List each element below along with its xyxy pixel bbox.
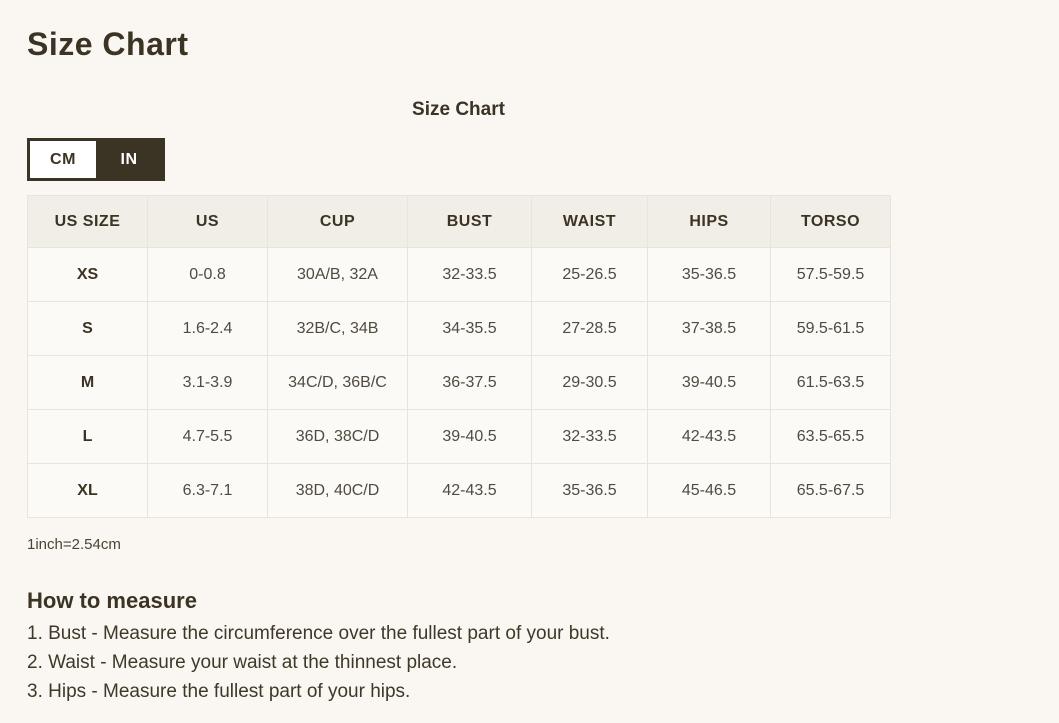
page-title: Size Chart — [27, 26, 189, 62]
row-size-label: XS — [28, 248, 148, 302]
table-cell: 25-26.5 — [532, 248, 648, 302]
size-table-body — [28, 248, 891, 518]
table-cell: 57.5-59.5 — [771, 248, 891, 302]
column-header: BUST — [408, 196, 532, 248]
size-table-header-row — [28, 196, 891, 248]
table-cell: 34C/D, 36B/C — [268, 356, 408, 410]
table-cell: 4.7-5.5 — [148, 410, 268, 464]
table-cell: 61.5-63.5 — [771, 356, 891, 410]
table-cell: 6.3-7.1 — [148, 464, 268, 518]
table-row — [28, 464, 891, 518]
column-header: US SIZE — [28, 196, 148, 248]
column-header: HIPS — [648, 196, 771, 248]
table-cell: 36-37.5 — [408, 356, 532, 410]
table-row — [28, 356, 891, 410]
table-cell: 42-43.5 — [408, 464, 532, 518]
measure-instruction: 3. Hips - Measure the fullest part of your hips. — [27, 681, 411, 702]
table-row — [28, 410, 891, 464]
table-cell: 45-46.5 — [648, 464, 771, 518]
unit-toggle-in-button[interactable]: IN — [96, 141, 162, 178]
column-header: US — [148, 196, 268, 248]
size-chart-content — [27, 99, 890, 553]
size-table — [27, 195, 891, 518]
table-cell: 35-36.5 — [648, 248, 771, 302]
table-cell: 35-36.5 — [532, 464, 648, 518]
row-size-label: M — [28, 356, 148, 410]
unit-conversion-note: 1inch=2.54cm — [27, 536, 121, 553]
unit-toggle-cm-button[interactable]: CM — [30, 141, 96, 178]
table-cell: 38D, 40C/D — [268, 464, 408, 518]
row-size-label: XL — [28, 464, 148, 518]
table-cell: 39-40.5 — [648, 356, 771, 410]
table-cell: 63.5-65.5 — [771, 410, 891, 464]
table-cell: 34-35.5 — [408, 302, 532, 356]
table-cell: 1.6-2.4 — [148, 302, 268, 356]
table-cell: 29-30.5 — [532, 356, 648, 410]
column-header: TORSO — [771, 196, 891, 248]
table-cell: 32-33.5 — [408, 248, 532, 302]
measure-instruction: 1. Bust - Measure the circumference over the fullest part of your bust. — [27, 623, 610, 644]
table-cell: 37-38.5 — [648, 302, 771, 356]
how-to-measure-list — [27, 619, 1059, 706]
measure-instruction: 2. Waist - Measure your waist at the thinnest place. — [27, 652, 458, 673]
row-size-label: L — [28, 410, 148, 464]
table-cell: 42-43.5 — [648, 410, 771, 464]
how-to-measure-heading: How to measure — [27, 588, 197, 613]
column-header: CUP — [268, 196, 408, 248]
column-header: WAIST — [532, 196, 648, 248]
table-cell: 65.5-67.5 — [771, 464, 891, 518]
table-cell: 36D, 38C/D — [268, 410, 408, 464]
table-cell: 32-33.5 — [532, 410, 648, 464]
table-cell: 0-0.8 — [148, 248, 268, 302]
table-row — [28, 302, 891, 356]
table-cell: 39-40.5 — [408, 410, 532, 464]
table-row — [28, 248, 891, 302]
table-cell: 59.5-61.5 — [771, 302, 891, 356]
row-size-label: S — [28, 302, 148, 356]
table-cell: 32B/C, 34B — [268, 302, 408, 356]
table-cell: 27-28.5 — [532, 302, 648, 356]
table-caption: Size Chart — [412, 99, 505, 120]
unit-toggle — [27, 138, 165, 181]
table-cell: 3.1-3.9 — [148, 356, 268, 410]
table-cell: 30A/B, 32A — [268, 248, 408, 302]
